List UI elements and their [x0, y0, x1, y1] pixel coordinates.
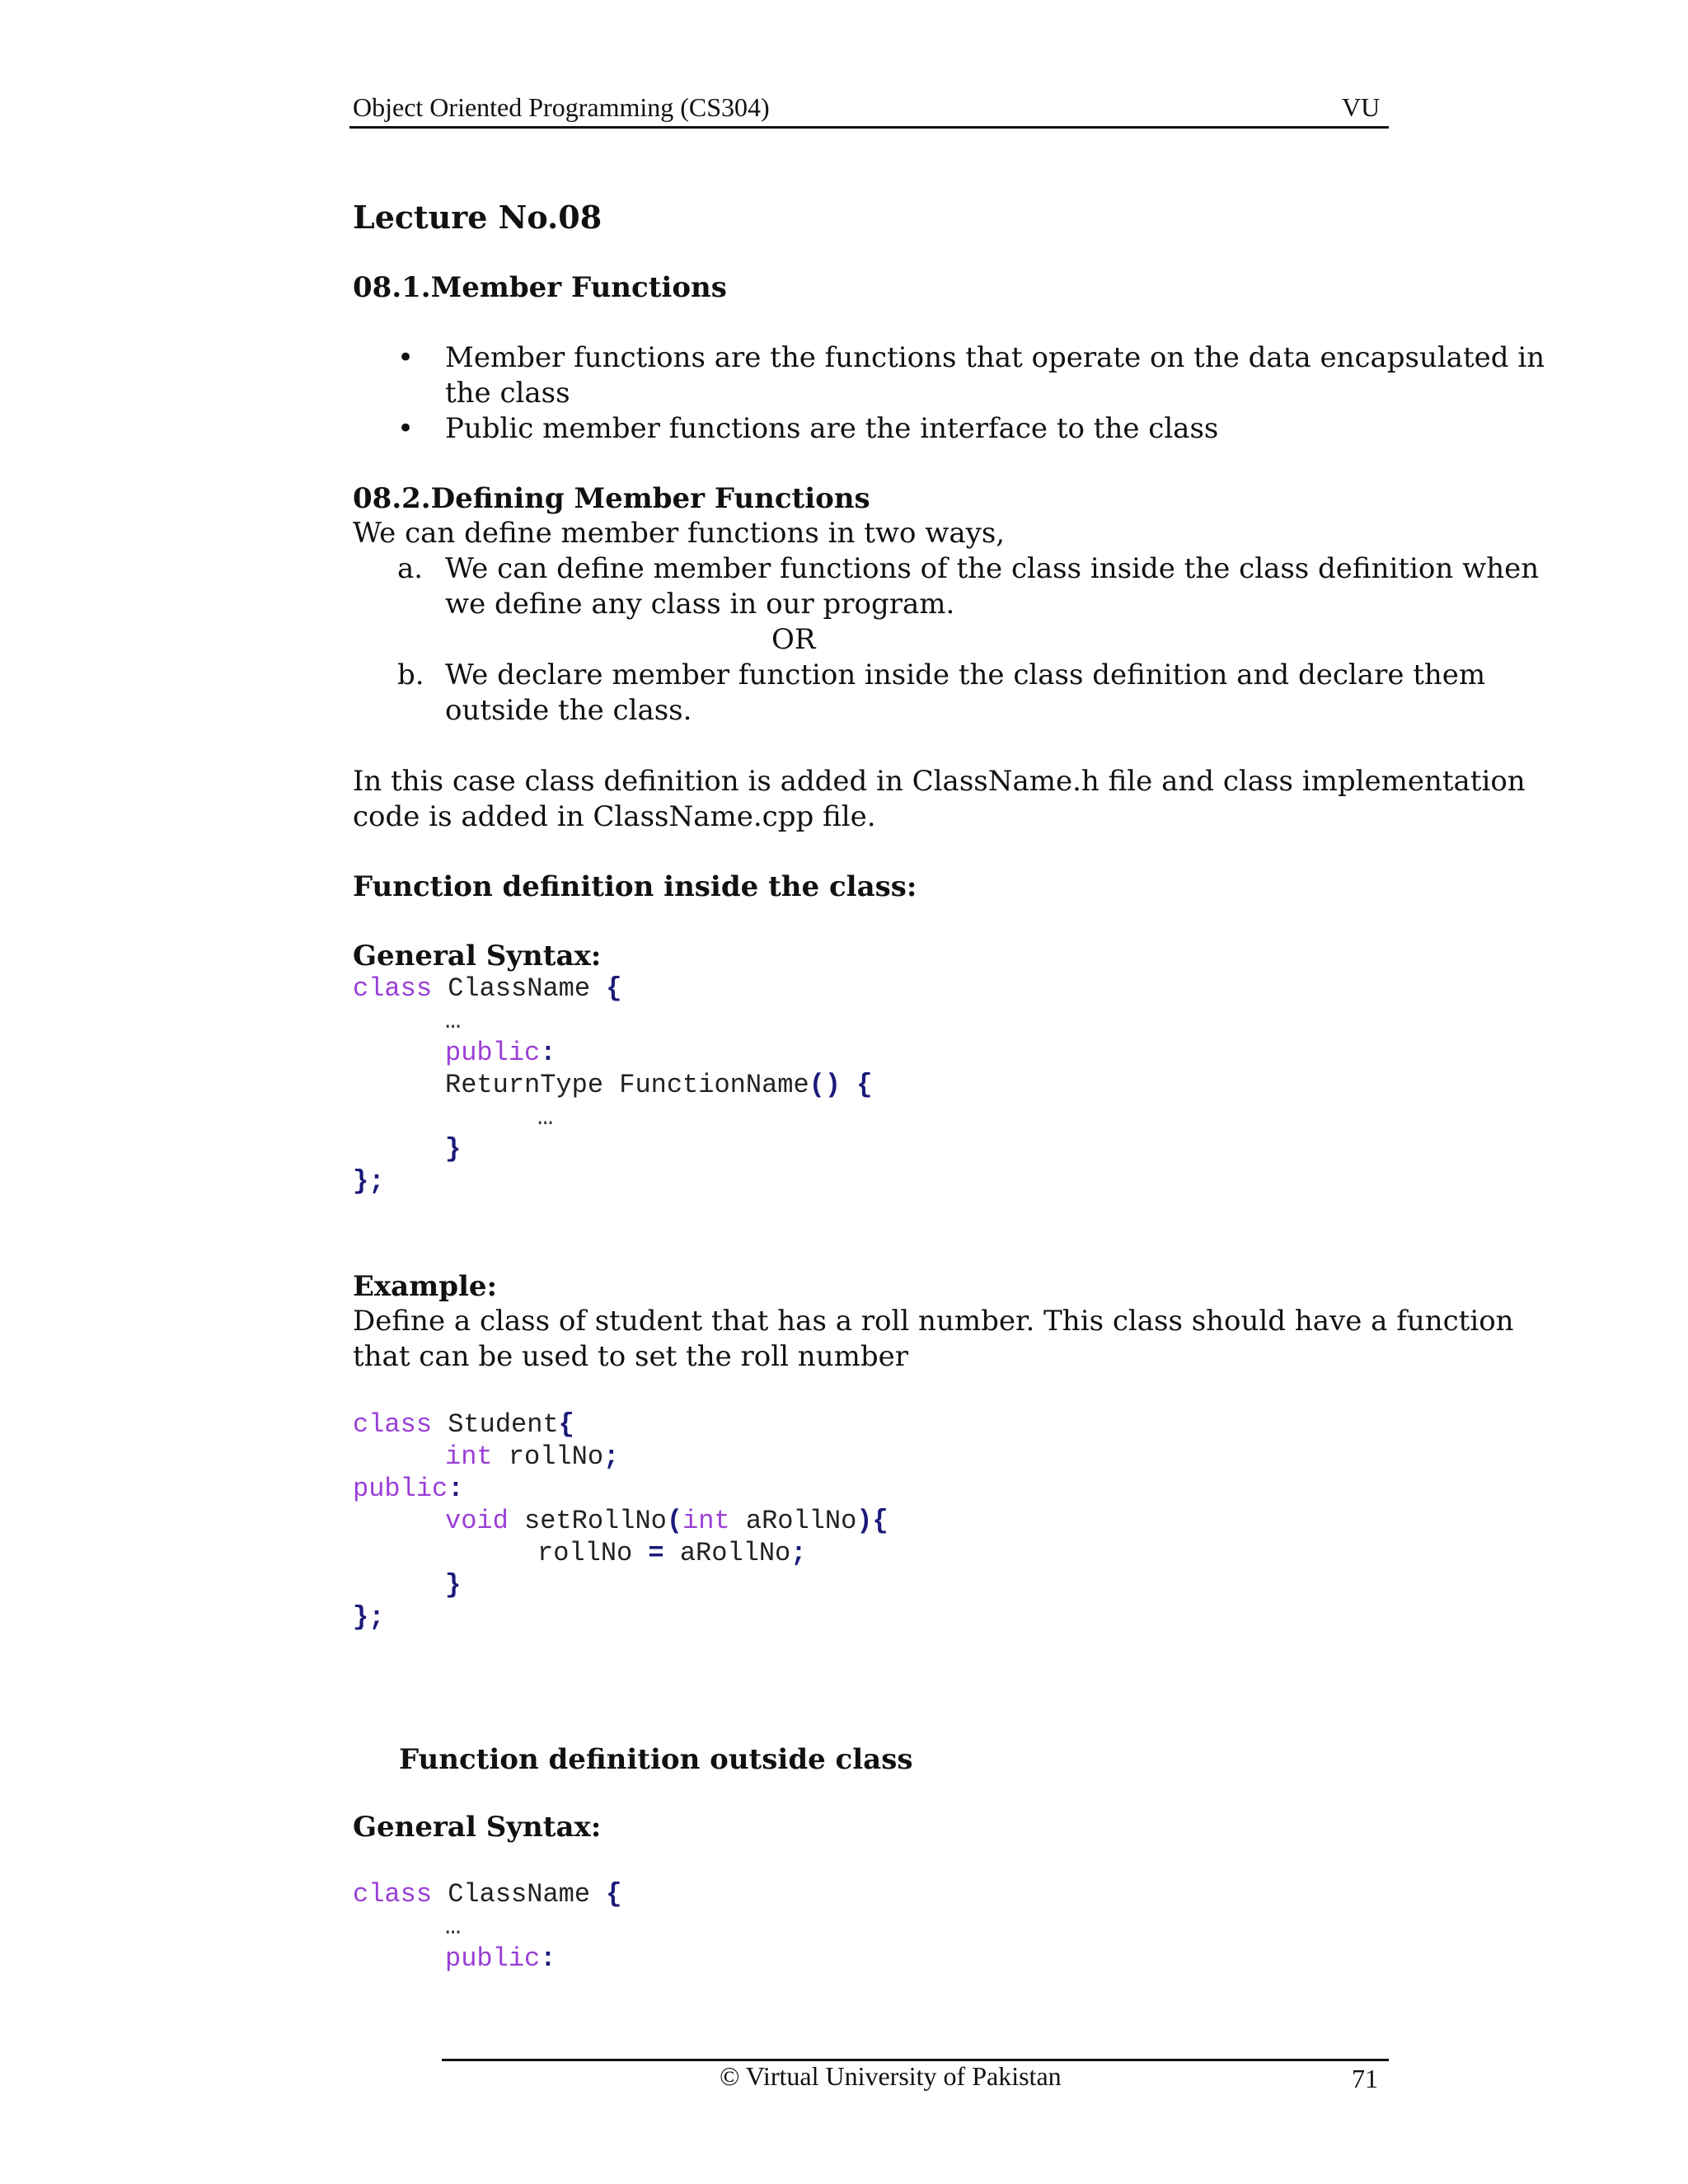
example-text-line1: Define a class of student that has a roll number. This class should have a function [353, 1305, 1514, 1338]
example-label: Example: [353, 1270, 498, 1303]
inside-class-heading: Function definition inside the class: [353, 870, 917, 903]
code-line: … [537, 1102, 554, 1132]
code-line: } [445, 1134, 462, 1165]
code-line: public: [353, 1474, 464, 1504]
defining-intro: We can define member functions in two ways, [353, 517, 1006, 550]
section-heading-defining: 08.2.Defining Member Functions [353, 482, 870, 515]
code-line: public: [445, 1038, 556, 1068]
bullet-item-2: Public member functions are the interface to the class [445, 412, 1219, 445]
code-line: }; [353, 1166, 385, 1197]
header-rule [349, 126, 1389, 129]
or-separator: OR [771, 623, 816, 656]
code-line: … [445, 1911, 462, 1942]
bullet-marker: • [397, 412, 415, 445]
outside-syntax-label: General Syntax: [353, 1811, 602, 1844]
code-line: public: [445, 1943, 556, 1974]
code-line: class ClassName { [353, 973, 622, 1004]
item-a-line2: we define any class in our program. [445, 588, 955, 621]
paragraph-line1: In this case class definition is added in ClassName.h file and class implementation [353, 765, 1526, 798]
inside-syntax-label: General Syntax: [353, 940, 602, 972]
code-line: }; [353, 1602, 385, 1633]
footer-copyright: © Virtual University of Pakistan [720, 2061, 1062, 2091]
code-line: } [445, 1570, 462, 1601]
item-a-line1: We can define member functions of the class inside the class definition when [445, 552, 1540, 585]
code-line: ReturnType FunctionName() { [445, 1070, 873, 1100]
outside-class-heading: Function definition outside class [399, 1743, 913, 1776]
code-line: int rollNo; [445, 1441, 620, 1472]
lecture-title: Lecture No.08 [353, 199, 603, 236]
code-line: … [445, 1005, 462, 1036]
item-b-line1: We declare member function inside the class definition and declare them [445, 658, 1486, 691]
course-title: Object Oriented Programming (CS304) [353, 92, 770, 122]
list-marker-a: a. [397, 552, 424, 585]
page-number: 71 [1352, 2064, 1378, 2093]
code-line: rollNo = aRollNo; [537, 1538, 807, 1568]
code-line: class ClassName { [353, 1879, 622, 1910]
org-label: VU [1342, 92, 1381, 122]
example-text-line2: that can be used to set the roll number [353, 1340, 908, 1373]
list-marker-b: b. [397, 658, 424, 691]
item-b-line2: outside the class. [445, 694, 692, 727]
bullet-marker: • [397, 341, 415, 374]
paragraph-line2: code is added in ClassName.cpp file. [353, 800, 876, 833]
bullet-item-1-line2: the class [445, 377, 570, 410]
section-heading-member-functions: 08.1.Member Functions [353, 271, 727, 304]
code-line: void setRollNo(int aRollNo){ [445, 1506, 889, 1536]
code-line: class Student{ [353, 1409, 574, 1440]
bullet-item-1-line1: Member functions are the functions that operate on the data encapsulated in [445, 341, 1545, 374]
